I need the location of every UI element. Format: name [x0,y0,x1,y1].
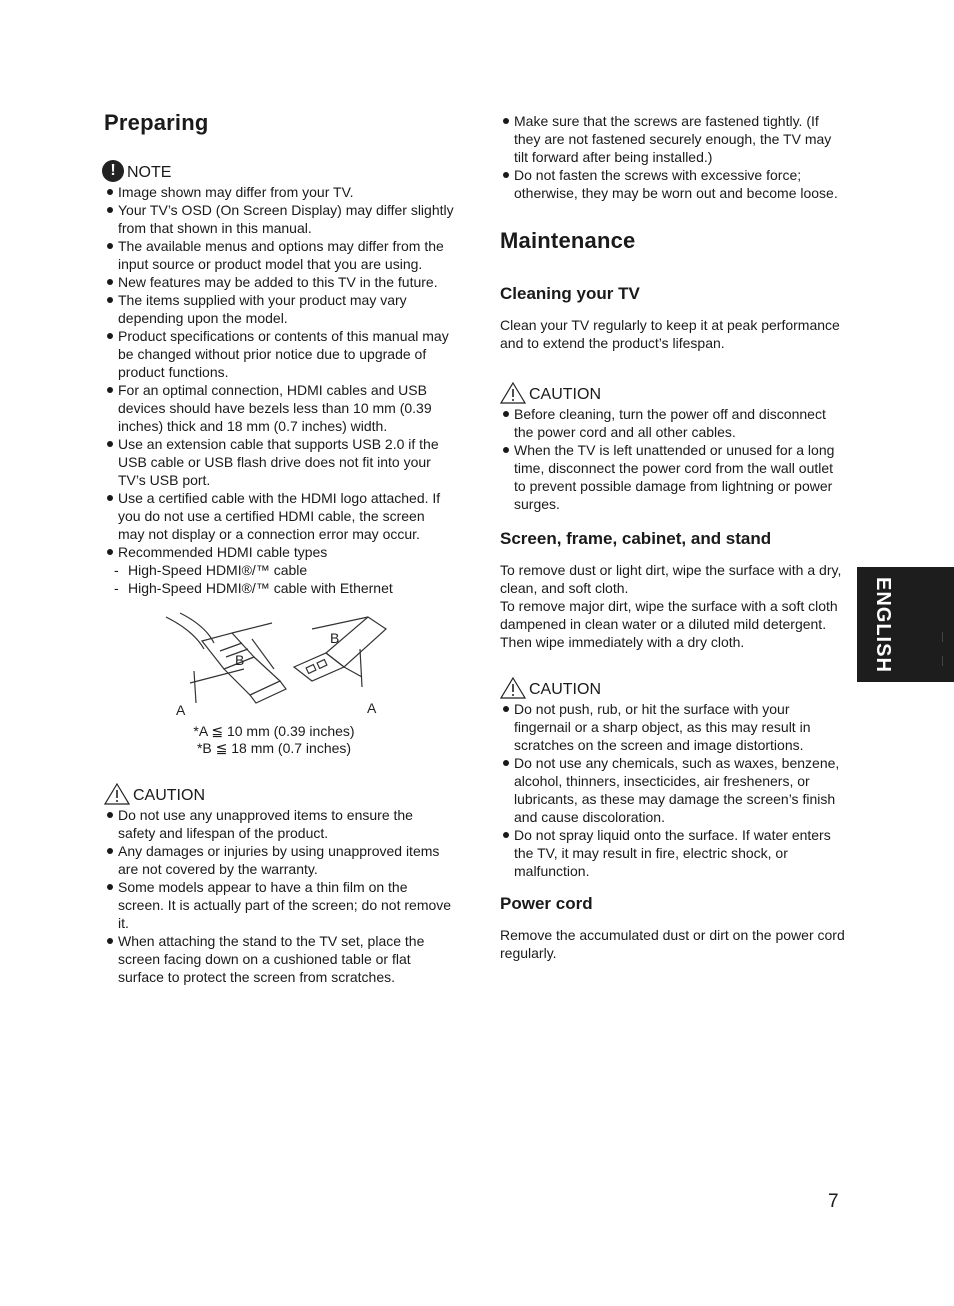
list-item: When attaching the stand to the TV set, place the screen facing down on a cushioned table or flat surface to protect the screen from scratches. [104,932,454,986]
screen-care-text-2: To remove major dirt, wipe the surface with a soft cloth dampened in clean water or a diluted mild detergent. Then wipe immediately with a dry cloth. [500,598,838,650]
hdmi-usb-illustration [104,611,454,723]
hdmi-cable-drawing [166,613,286,703]
list-item: When the TV is left unattended or unused for a long time, disconnect the power cord from the wall outlet to prevent possible damage from lightning or power surges. [500,441,845,513]
list-item: Make sure that the screws are fastened tightly. (If they are not fastened securely enough, the TV may tilt forward after being installed.) [500,112,845,166]
note-list [104,183,454,597]
caution-label: CAUTION [529,386,601,403]
warning-triangle-icon [104,783,130,805]
maintenance-title: Maintenance [500,228,636,253]
sub-list-item: - High-Speed HDMI®/™ cable with Ethernet [104,579,454,597]
label-b-right: B [330,630,340,646]
warning-triangle-icon [500,677,526,699]
label-a-right: A [367,700,377,716]
list-item: Your TV’s OSD (On Screen Display) may differ slightly from that shown in this manual. [104,201,454,237]
spec-a: *A ≦ 10 mm (0.39 inches) [193,723,355,739]
list-item: Any damages or injuries by using unapproved items are not covered by the warranty. [104,842,454,878]
spec-b: *B ≦ 18 mm (0.7 inches) [196,740,352,756]
power-cord-text: Remove the accumulated dust or dirt on the power cord regularly. [500,927,845,961]
list-item: Use an extension cable that supports USB 2.0 if the USB cable or USB flash drive does not fit into your TV’s USB port. [104,435,454,489]
margin-mark [942,656,943,666]
cable-size-diagram [104,611,454,723]
list-item: Image shown may differ from your TV. [104,183,454,201]
screw-list [500,112,845,202]
note-label: NOTE [127,164,172,181]
label-b-left: B [235,652,245,668]
exclamation-icon: ! [102,160,124,182]
list-item: Some models appear to have a thin film on the screen. It is actually part of the screen; do not remove it. [104,878,454,932]
caution-header [500,382,845,404]
label-a-left: A [176,702,186,718]
right-column [500,112,845,962]
screen-caution-list [500,700,845,880]
usb-drive-drawing [294,617,386,687]
left-column [104,110,454,986]
list-item: Recommended HDMI cable types [104,543,454,561]
list-item: Do not spray liquid onto the surface. If water enters the TV, it may result in fire, electric shock, or malfunction. [500,826,845,880]
caution-header [104,783,454,805]
language-tab-label: ENGLISH [872,576,894,673]
list-item: Do not push, rub, or hit the surface with your fingernail or a sharp object, as this may result in scratches on the screen and image distortions. [500,700,845,754]
list-item: New features may be added to this TV in the future. [104,273,454,291]
margin-mark [942,632,943,642]
list-item: The available menus and options may differ from the input source or product model that you are using. [104,237,454,273]
list-item: Do not use any unapproved items to ensure the safety and lifespan of the product. [104,806,454,842]
sub-list-item: - High-Speed HDMI®/™ cable [104,561,454,579]
screen-care-text-1: To remove dust or light dirt, wipe the surface with a dry, clean, and soft cloth. [500,562,842,596]
list-item: Do not use any chemicals, such as waxes, benzene, alcohol, thinners, insecticides, air fresheners, or lubricants, as these may damage the screen’s finish and cause discoloration. [500,754,845,826]
list-item: Before cleaning, turn the power off and disconnect the power cord and all other cables. [500,405,845,441]
cleaning-caution-list [500,405,845,513]
language-side-tab [857,567,954,682]
list-item: The items supplied with your product may vary depending upon the model. [104,291,454,327]
list-item: Product specifications or contents of this manual may be changed without prior notice due to upgrade of product functions. [104,327,454,381]
cleaning-text: Clean your TV regularly to keep it at peak performance and to extend the product’s lifespan. [500,317,840,351]
list-item: For an optimal connection, HDMI cables and USB devices should have bezels less than 10 mm (0.39 inches) thick and 18 mm (0.7 inches) width. [104,381,454,435]
caution-label: CAUTION [133,787,205,804]
caution-list [104,806,454,986]
caution-header [500,677,845,699]
caution-label: CAUTION [529,681,601,698]
page-number: 7 [828,1191,839,1212]
preparing-title: Preparing [104,110,209,135]
list-item: Use a certified cable with the HDMI logo attached. If you do not use a certified HDMI cable, the screen may not display or a connection error may occur. [104,489,454,543]
note-header [104,160,454,182]
power-cord-title: Power cord [500,894,593,913]
list-item: Do not fasten the screws with excessive force; otherwise, they may be worn out and become loose. [500,166,845,202]
screen-care-title: Screen, frame, cabinet, and stand [500,529,772,548]
cleaning-title: Cleaning your TV [500,284,640,303]
warning-triangle-icon [500,382,526,404]
